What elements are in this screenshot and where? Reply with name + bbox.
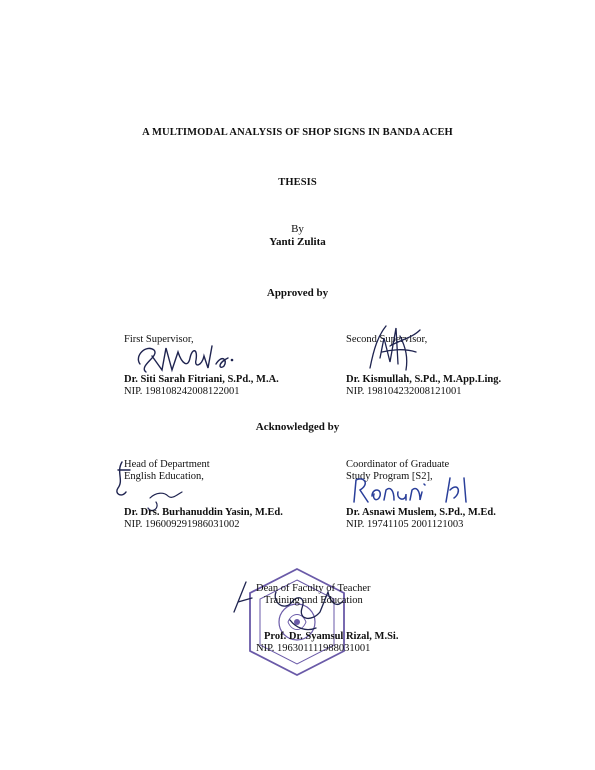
second-supervisor-signature [360,318,430,376]
coordinator-name: Dr. Asnawi Muslem, S.Pd., M.Ed. [346,507,496,518]
dean-role-line1: Dean of Faculty of Teacher [256,583,371,594]
head-of-department-role-line2: English Education, [124,471,204,482]
head-of-department-nip: NIP. 196009291986031002 [124,519,240,530]
first-supervisor-name: Dr. Siti Sarah Fitriani, S.Pd., M.A. [124,374,279,385]
acknowledged-by-heading: Acknowledged by [255,421,340,433]
thesis-title: A MULTIMODAL ANALYSIS OF SHOP SIGNS IN BANDA ACEH [142,127,453,138]
author-name: Yanti Zulita [269,236,326,248]
coordinator-signature [350,474,490,508]
first-supervisor-role: First Supervisor, [124,334,194,345]
second-supervisor-nip: NIP. 198104232008121001 [346,386,462,397]
head-of-department-name: Dr. Drs. Burhanuddin Yasin, M.Ed. [124,507,283,518]
coordinator-role-line1: Coordinator of Graduate [346,459,450,470]
dean-nip: NIP. 196301111988031001 [256,643,371,654]
first-supervisor-nip: NIP. 198108242008122001 [124,386,240,397]
approved-by-heading: Approved by [266,287,329,299]
by-label: By [291,223,304,235]
dean-name: Prof. Dr. Syamsul Rizal, M.Si. [264,631,399,642]
coordinator-nip: NIP. 19741105 2001121003 [346,519,464,530]
document-type: THESIS [278,177,317,188]
second-supervisor-role: Second Supervisor, [346,334,428,345]
head-of-department-role-line1: Head of Department [124,459,210,470]
coordinator-role-line2: Study Program [S2], [346,471,433,482]
first-supervisor-signature [132,334,242,376]
dean-role-line2: Training and Education [264,595,363,606]
second-supervisor-name: Dr. Kismullah, S.Pd., M.App.Ling. [346,374,502,385]
